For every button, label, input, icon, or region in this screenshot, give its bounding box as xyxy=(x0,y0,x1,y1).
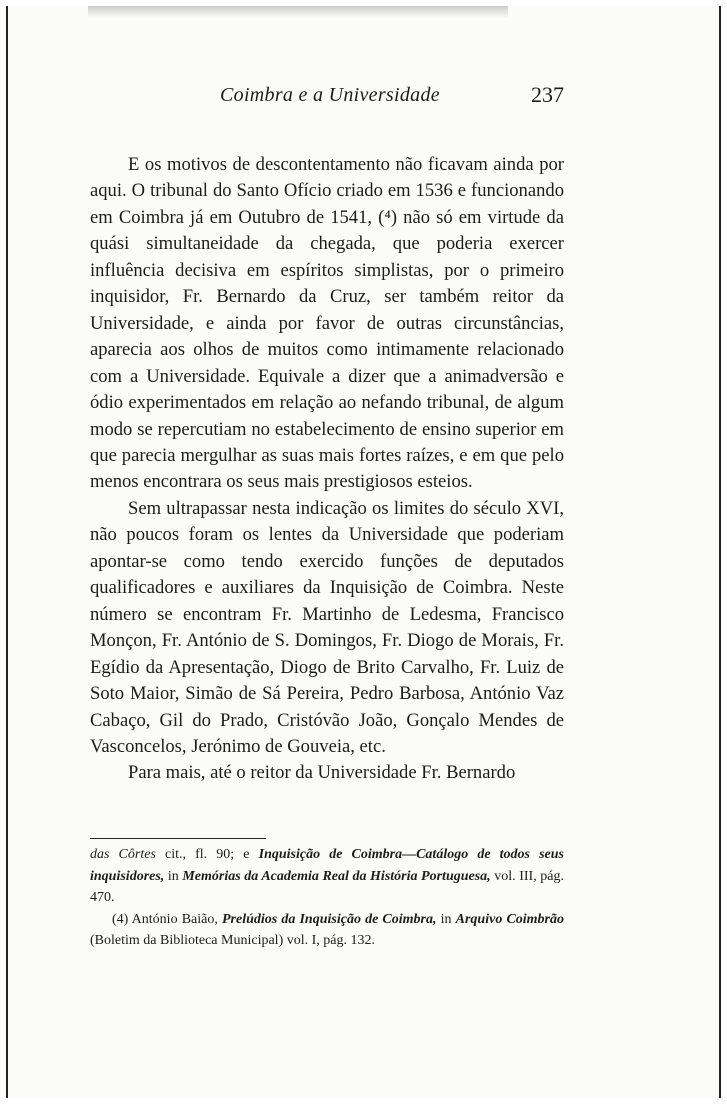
fn4-journal: Arquivo Coimbrão xyxy=(455,911,565,927)
fn-cont-source: das Côrtes xyxy=(90,847,156,862)
fn4-title: Prelúdios da Inquisição de Coimbra, xyxy=(222,911,437,927)
page-number: 237 xyxy=(531,82,564,107)
fn-cont-text: cit., fl. 90; e xyxy=(155,847,259,862)
body-text xyxy=(90,152,564,787)
footnote-continued xyxy=(90,844,564,909)
fn-cont-journal: Memórias da Academia Real da História Portuguesa, xyxy=(182,868,491,884)
paragraph-2: Sem ultrapassar nesta indicação os limites do século XVI, não poucos foram os lentes da Universidade que poderiam apontar-se como tendo exercido funções de deputados qualificadores e auxiliares da Inquisição de Coimbra. Neste número se encontram Fr. Martinho de Ledesma, Francisco Monçon, Fr. António de S. Domingos, Fr. Diogo de Morais, Fr. Egídio da Apresentação, Diogo de Brito Carvalho, Fr. Luiz de Soto Maior, Simão de Sá Pereira, Pedro Barbosa, António Vaz Cabaço, Gil do Prado, Cristóvão João, Gonçalo Mendes de Vasconcelos, Jerónimo de Gouveia, etc. xyxy=(90,497,564,757)
fn4-volume: (Boletim da Biblioteca Municipal) vol. I, pág. 132. xyxy=(90,933,375,948)
fn4-marker: (4) xyxy=(112,911,129,927)
footnotes xyxy=(90,844,564,952)
running-head xyxy=(8,82,719,112)
scan-shadow xyxy=(88,6,508,18)
running-title: Coimbra e a Universidade xyxy=(220,84,440,106)
fn-cont-in: in xyxy=(164,868,183,884)
book-page xyxy=(6,6,721,1098)
paragraph-1: E os motivos de descontentamento não ficavam ainda por aqui. O tribunal do Santo Ofício criado em 1536 e funcionando em Coimbra já em Outubro de 1541, (⁴) não só em virtude da quási simultaneidade da chegada, que poderia exercer influência decisiva em espíritos simplistas, por o primeiro inquisidor, Fr. Bernardo da Cruz, ser também reitor da Universidade, e ainda por favor de outras circunstâncias, aparecia aos olhos de muitos como intimamente relacionado com a Universidade. Equivale a dizer que a animadversão e ódio experimentados em relação ao nefando tribunal, de algum modo se repercutiam no estabelecimento de ensino superior em que parecia mergulhar as suas mais fortes raízes, e em que pelo menos encontrara os seus mais prestigiosos esteios. xyxy=(90,154,564,493)
fn-cont-title: Inquisição de Coimbra—Catálogo de todos seus inquisidores, xyxy=(90,847,564,884)
footnote-rule xyxy=(90,838,266,839)
fn-cont-volume: vol. III, pág. 470. xyxy=(90,868,564,905)
paragraph-3: Para mais, até o reitor da Universidade Fr. Bernardo xyxy=(128,762,516,784)
fn4-in: in xyxy=(436,911,456,927)
footnote-4 xyxy=(90,909,564,952)
fn4-author: António Baião, xyxy=(128,911,222,927)
